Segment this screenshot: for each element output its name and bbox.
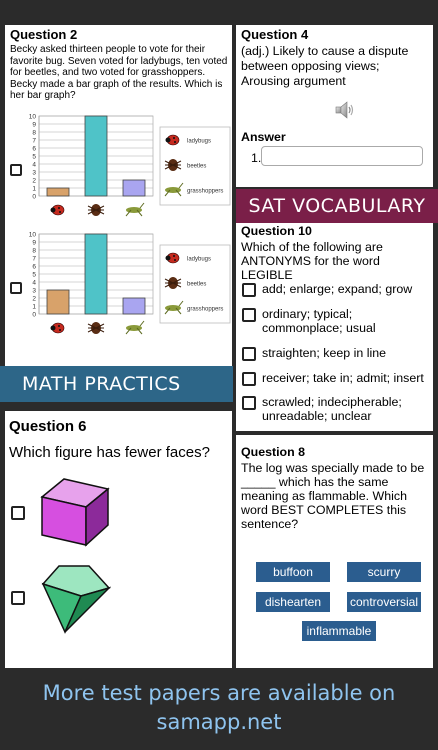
q10-option-3-checkbox[interactable] bbox=[242, 347, 256, 361]
q10-option-5-label: scrawled; indecipherable; unreadable; unclear bbox=[262, 395, 402, 423]
x-axis-grasshoppers-icon bbox=[126, 321, 144, 334]
choice-controversial-button[interactable]: controversial bbox=[347, 592, 421, 612]
y-tick-label: 6 bbox=[32, 145, 36, 153]
y-tick-label: 8 bbox=[32, 129, 36, 137]
y-tick-label: 9 bbox=[32, 239, 36, 247]
shape-a-checkbox[interactable] bbox=[11, 506, 25, 520]
bar-grasshoppers bbox=[123, 180, 145, 196]
question-10-card bbox=[236, 223, 433, 431]
question-4-title: Question 4 bbox=[241, 27, 309, 42]
y-tick-label: 6 bbox=[32, 263, 36, 271]
x-axis-ladybugs-icon bbox=[51, 323, 65, 333]
q10-option-3-label: straighten; keep in line bbox=[262, 346, 386, 360]
y-tick-label: 8 bbox=[32, 247, 36, 255]
q10-option-2-checkbox[interactable] bbox=[242, 308, 256, 322]
q10-option-2-label: ordinary; typical; commonplace; usual bbox=[262, 307, 376, 335]
y-tick-label: 3 bbox=[32, 169, 36, 177]
question-4-card bbox=[236, 25, 433, 187]
y-tick-label: 4 bbox=[32, 161, 36, 169]
bar-beetles bbox=[85, 234, 107, 314]
bar-ladybugs bbox=[47, 188, 69, 196]
cube-icon bbox=[38, 475, 110, 547]
question-6-text: Which figure has fewer faces? bbox=[9, 444, 210, 461]
shape-b-checkbox[interactable] bbox=[11, 591, 25, 605]
y-tick-label: 10 bbox=[28, 231, 36, 239]
pentagonal-prism-icon bbox=[39, 562, 111, 634]
q10-option-4-checkbox[interactable] bbox=[242, 372, 256, 386]
bar-grasshoppers bbox=[123, 298, 145, 314]
question-4-text: (adj.) Likely to cause a dispute between opposing views; Arousing argument bbox=[241, 44, 409, 88]
y-tick-label: 10 bbox=[28, 113, 36, 121]
legend-label-grasshoppers: grasshoppers bbox=[187, 188, 224, 195]
q10-option-4-label: receiver; take in; admit; insert bbox=[262, 371, 424, 385]
y-tick-label: 2 bbox=[32, 177, 36, 185]
question-2-text: Becky asked thirteen people to vote for their favorite bug. Seven voted for ladybugs, ten voted for beetles, and two voted for grasshoppers. Becky made a bar graph of the results. Which is her bar graph? bbox=[10, 44, 228, 101]
question-8-title: Question 8 bbox=[241, 445, 306, 459]
question-2-card bbox=[5, 25, 232, 368]
math-practics-banner: MATH PRACTICS bbox=[0, 366, 233, 402]
question-2-title: Question 2 bbox=[10, 27, 78, 42]
question-8-text: The log was specially made to be _____ which has the same meaning as flammable. Which word BEST COMPLETES this sentence? bbox=[241, 461, 425, 531]
y-tick-label: 0 bbox=[32, 193, 36, 201]
y-tick-label: 4 bbox=[32, 279, 36, 287]
choice-inflammable-button[interactable]: inflammable bbox=[302, 621, 376, 641]
y-tick-label: 1 bbox=[32, 185, 36, 193]
sat-vocabulary-banner: SAT VOCABULARY bbox=[236, 189, 438, 223]
x-axis-beetles-icon bbox=[88, 204, 104, 216]
legend-label-ladybugs: ladybugs bbox=[187, 256, 212, 263]
bar-ladybugs bbox=[47, 290, 69, 314]
q10-option-1-label: add; enlarge; expand; grow bbox=[262, 282, 413, 296]
option-b-checkbox[interactable] bbox=[10, 282, 22, 294]
legend-label-ladybugs: ladybugs bbox=[187, 138, 212, 145]
bar-beetles bbox=[85, 116, 107, 196]
bar-chart-b bbox=[23, 231, 231, 356]
option-a-checkbox[interactable] bbox=[10, 164, 22, 176]
q10-option-5-checkbox[interactable] bbox=[242, 396, 256, 410]
y-tick-label: 5 bbox=[32, 153, 36, 161]
footer-line-1: More test papers are available on bbox=[42, 681, 396, 705]
question-8-card bbox=[236, 435, 433, 668]
y-tick-label: 5 bbox=[32, 271, 36, 279]
answer-number: 1. bbox=[251, 151, 262, 165]
answer-input[interactable] bbox=[261, 146, 423, 166]
x-axis-ladybugs-icon bbox=[51, 205, 65, 215]
q10-option-1-checkbox[interactable] bbox=[242, 283, 256, 297]
legend-label-beetles: beetles bbox=[187, 281, 207, 288]
x-axis-beetles-icon bbox=[88, 322, 104, 334]
answer-label: Answer bbox=[241, 130, 286, 144]
choice-scurry-button[interactable]: scurry bbox=[347, 562, 421, 582]
y-tick-label: 7 bbox=[32, 137, 36, 145]
choice-buffoon-button[interactable]: buffoon bbox=[256, 562, 330, 582]
y-tick-label: 1 bbox=[32, 303, 36, 311]
footer-link[interactable]: samapp.net bbox=[156, 710, 282, 734]
bar-chart-a bbox=[23, 113, 231, 238]
y-tick-label: 2 bbox=[32, 295, 36, 303]
question-10-title: Question 10 bbox=[241, 224, 312, 238]
x-axis-grasshoppers-icon bbox=[126, 203, 144, 216]
choice-dishearten-button[interactable]: dishearten bbox=[256, 592, 330, 612]
y-tick-label: 0 bbox=[32, 311, 36, 319]
question-6-card bbox=[5, 411, 232, 668]
legend-label-beetles: beetles bbox=[187, 163, 207, 170]
legend-label-grasshoppers: grasshoppers bbox=[187, 306, 224, 313]
y-tick-label: 9 bbox=[32, 121, 36, 129]
y-tick-label: 3 bbox=[32, 287, 36, 295]
question-6-title: Question 6 bbox=[9, 418, 87, 435]
question-10-text: Which of the following are ANTONYMS for the word LEGIBLE bbox=[241, 240, 383, 282]
speaker-icon[interactable] bbox=[334, 100, 356, 120]
y-tick-label: 7 bbox=[32, 255, 36, 263]
